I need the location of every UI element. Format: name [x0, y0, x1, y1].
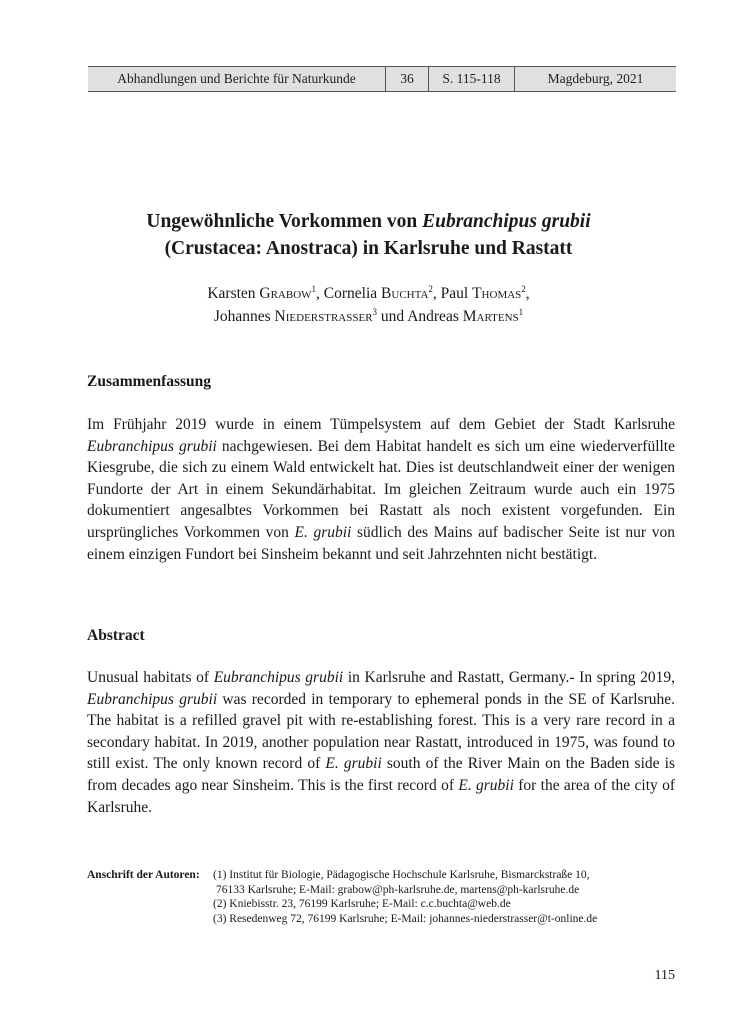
- author-4: Johannes Niederstrasser$^3$: [213, 306, 378, 325]
- abstract-heading: Abstract: [87, 627, 145, 644]
- author-3: Paul Thomas$^2$: [440, 283, 526, 302]
- abstract-text: Unusual habitats of Eubranchipus grubii in Karlsruhe and Rastatt, Germany.- In spring 2019, Eubranchipus grubii was recorded in temporary to ephemeral ponds in the SE of Karlsruhe. The habitat is a refilled gravel pit with re-establishing forest. This is a very rare record in a secondary habitat. In 2019, another population near Rastatt, introduced in 1975, was found to still exist. The only known record of E. grubii south of the River Main on the Baden side is from decades ago near Sinsheim. This is the first record of E. grubii for the area of the city of Karlsruhe.: [87, 669, 675, 816]
- article-title: [40, 208, 697, 262]
- authors-line-2: Johannes Niederstrasser$^3$ und Andreas Martens$^1$: [213, 306, 524, 325]
- zusammenfassung-text: Im Frühjahr 2019 wurde in einem Tümpelsystem auf dem Gebiet der Stadt Karlsruhe Eubranchipus grubii nachgewiesen. Bei dem Habitat handelt es sich um eine wiederverfüllte Kiesgrube, die sich zu einem Wald entwickelt hat. Dies ist deutschlandweit einer der wenigen Fundorte der Art in einem Sekundärhabitat. Im gleichen Zeitraum wurde auch ein 1975 dokumentiert angesalbtes Vorkommen bei Rastatt als noch existent vorgefunden. Ein ursprüngliches Vorkommen von E. grubii südlich des Mains auf badischer Seite ist nur von einem einzigen Fundort bei Sinsheim bekannt und seit Jahrzehnten nicht bestätigt.: [87, 416, 675, 563]
- species-name: Eubranchipus grubii: [87, 437, 217, 455]
- place-year: Magdeburg, 2021: [514, 67, 676, 91]
- address-line: (1) Institut für Biologie, Pädagogische Hochschule Karlsruhe, Bismarckstraße 10,: [213, 869, 590, 881]
- volume-number: 36: [385, 67, 428, 91]
- journal-name: Abhandlungen und Berichte für Naturkunde: [117, 71, 356, 86]
- addresses-label: Anschrift der Autoren:: [87, 869, 200, 881]
- author-1: Karsten Grabow$^1$: [207, 283, 317, 302]
- zusammenfassung-heading: Zusammenfassung: [87, 373, 212, 390]
- species-name: E. grubii: [458, 776, 514, 794]
- author-2: Cornelia Buchta$^2$: [323, 283, 433, 302]
- author-list: [40, 282, 697, 328]
- address-line: (3) Resedenweg 72, 76199 Karlsruhe; E-Mail: johannes-niederstrasser@t-online.de: [213, 912, 598, 925]
- title-prefix: Ungewöhnliche Vorkommen von: [146, 211, 423, 232]
- species-name: E. grubii: [325, 755, 382, 773]
- author-5: Andreas Martens$^1$: [407, 306, 524, 325]
- species-name: Eubranchipus grubii: [87, 690, 218, 708]
- title-line-2: (Crustacea: Anostraca) in Karlsruhe und Rastatt: [164, 238, 573, 259]
- authors-line-1: Karsten Grabow$^1$, Cornelia Buchta$^2$, Paul Thomas$^2$,: [207, 283, 530, 302]
- author-addresses: [87, 868, 687, 926]
- title-line-1: [40, 208, 697, 235]
- address-line: 76133 Karlsruhe; E-Mail: grabow@ph-karlsruhe.de, martens@ph-karlsruhe.de: [216, 883, 580, 896]
- page-range: S. 115-118: [428, 67, 514, 91]
- species-name: E. grubii: [294, 523, 352, 541]
- species-name: Eubranchipus grubii: [213, 669, 344, 686]
- address-lines: [213, 868, 687, 926]
- address-line: (2) Kniebisstr. 23, 76199 Karlsruhe; E-Mail: c.c.buchta@web.de: [213, 898, 511, 910]
- page-number: 115: [654, 968, 675, 983]
- title-species: Eubranchipus grubii: [422, 211, 591, 232]
- journal-header: [88, 66, 676, 92]
